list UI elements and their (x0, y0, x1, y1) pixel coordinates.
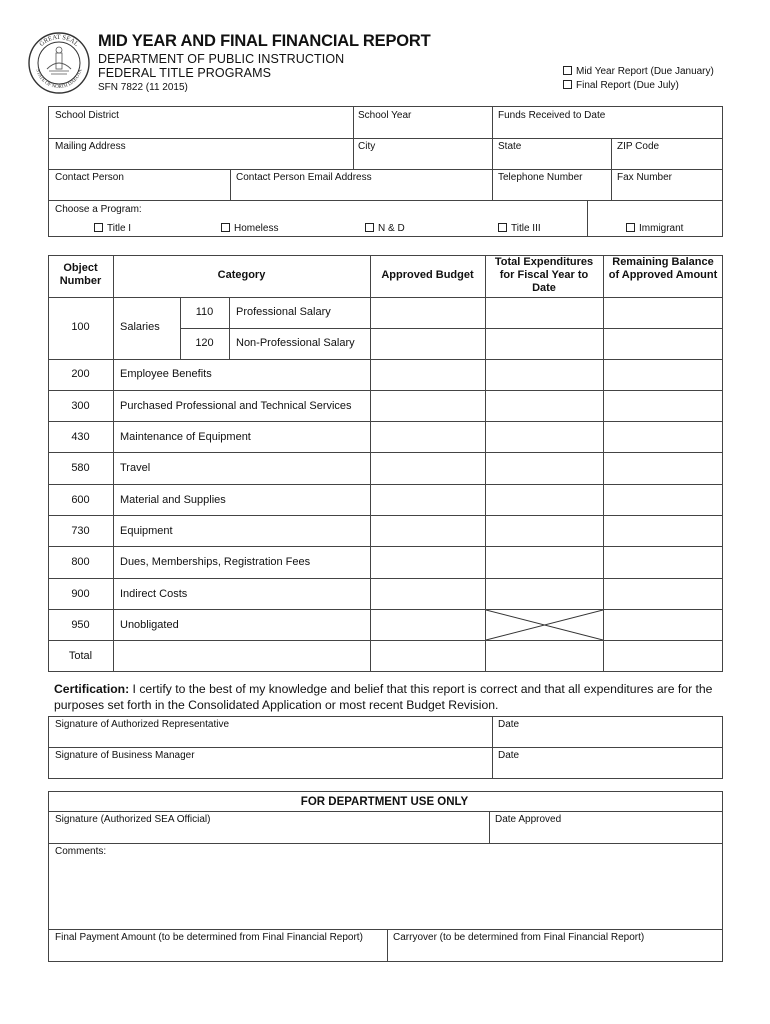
title-iii-checkbox[interactable] (498, 223, 507, 232)
category-indirect-costs: Indirect Costs (120, 588, 188, 600)
certification-heading: Certification: (54, 682, 130, 696)
program-option-homeless[interactable] (221, 223, 278, 234)
choose-program-label: Choose a Program: (55, 204, 142, 215)
program-name: FEDERAL TITLE PROGRAMS (98, 66, 272, 80)
title-iii-label: Title III (511, 223, 541, 234)
zip-code-field[interactable]: ZIP Code (617, 141, 660, 152)
category-equipment: Equipment (120, 525, 173, 537)
object-number-600: 600 (71, 494, 90, 506)
svg-text:STATE OF NORTH DAKOTA: STATE OF NORTH DAKOTA (34, 68, 84, 91)
immigrant-checkbox[interactable] (626, 223, 635, 232)
department-name: DEPARTMENT OF PUBLIC INSTRUCTION (98, 52, 345, 66)
program-option-title-iii[interactable] (498, 223, 541, 234)
contact-email-field[interactable]: Contact Person Email Address (236, 172, 372, 183)
object-number-200: 200 (71, 368, 90, 380)
final-report-checkbox[interactable] (563, 80, 572, 89)
carryover-field[interactable]: Carryover (to be determined from Final Financial Report) (393, 932, 645, 943)
state-seal-logo (27, 31, 91, 95)
homeless-label: Homeless (234, 223, 279, 234)
object-number-580: 580 (71, 462, 90, 474)
city-field[interactable]: City (358, 141, 376, 152)
category-travel: Travel (120, 462, 151, 474)
object-number-950: 950 (71, 619, 90, 631)
category-unobligated: Unobligated (120, 619, 179, 631)
mid-year-label: Mid Year Report (Due January) (576, 66, 714, 77)
object-number-430: 430 (71, 431, 90, 443)
header-approved-budget: Approved Budget (381, 269, 474, 281)
category-employee-benefits: Employee Benefits (120, 368, 212, 380)
sub-label-non-professional-salary: Non-Professional Salary (236, 337, 355, 349)
signature-sea-official-field[interactable]: Signature (Authorized SEA Official) (55, 814, 211, 825)
department-use-title: FOR DEPARTMENT USE ONLY (300, 796, 469, 808)
program-option-immigrant[interactable] (626, 223, 683, 234)
final-report-option[interactable] (563, 80, 679, 91)
form-number: SFN 7822 (11 2015) (98, 82, 188, 93)
comments-field[interactable]: Comments: (55, 846, 107, 857)
certification-statement (54, 681, 734, 713)
n-and-d-label: N & D (378, 223, 405, 234)
signature-manager-field[interactable]: Signature of Business Manager (55, 750, 195, 761)
object-number-900: 900 (71, 588, 90, 600)
immigrant-label: Immigrant (639, 223, 684, 234)
total-label: Total (68, 650, 93, 662)
date-approved-field[interactable]: Date Approved (495, 814, 562, 825)
final-payment-field[interactable]: Final Payment Amount (to be determined from Final Financial Report) (55, 932, 363, 943)
category-purchased-services: Purchased Professional and Technical Services (120, 400, 352, 412)
title-i-checkbox[interactable] (94, 223, 103, 232)
date-representative-field[interactable]: Date (498, 719, 520, 730)
program-option-n-and-d[interactable] (365, 223, 405, 234)
form-title: MID YEAR AND FINAL FINANCIAL REPORT (98, 32, 431, 50)
category-salaries: Salaries (120, 321, 160, 333)
homeless-checkbox[interactable] (221, 223, 230, 232)
certification-text: I certify to the best of my knowledge and belief that this report is correct and that all expenditures are for the purposes set forth in the Consolidated Application or most recent Budget Revision. (54, 682, 713, 712)
final-report-label: Final Report (Due July) (576, 80, 679, 91)
object-number-300: 300 (71, 400, 90, 412)
fax-field[interactable]: Fax Number (617, 172, 673, 183)
crossed-out-cell (486, 610, 603, 640)
mid-year-checkbox[interactable] (563, 66, 572, 75)
header-category: Category (217, 269, 266, 281)
object-number-800: 800 (71, 556, 90, 568)
program-option-title-i[interactable] (94, 223, 131, 234)
object-number-100: 100 (71, 321, 90, 333)
sub-code-110: 110 (195, 306, 214, 318)
svg-text:GREAT SEAL: GREAT SEAL (38, 33, 80, 48)
category-dues: Dues, Memberships, Registration Fees (120, 556, 311, 568)
signature-representative-field[interactable]: Signature of Authorized Representative (55, 719, 229, 730)
object-number-730: 730 (71, 525, 90, 537)
school-district-field[interactable]: School District (55, 110, 119, 121)
state-field[interactable]: State (498, 141, 522, 152)
mid-year-report-option[interactable] (563, 66, 714, 77)
header-object-number: Object Number (59, 262, 102, 287)
category-maintenance: Maintenance of Equipment (120, 431, 251, 443)
sub-label-professional-salary: Professional Salary (236, 306, 331, 318)
telephone-field[interactable]: Telephone Number (498, 172, 583, 183)
contact-person-field[interactable]: Contact Person (55, 172, 124, 183)
funds-received-field[interactable]: Funds Received to Date (498, 110, 606, 121)
n-and-d-checkbox[interactable] (365, 223, 374, 232)
title-i-label: Title I (107, 223, 132, 234)
header-remaining-balance: Remaining Balance of Approved Amount (608, 256, 718, 281)
category-materials: Material and Supplies (120, 494, 226, 506)
mailing-address-field[interactable]: Mailing Address (55, 141, 126, 152)
date-manager-field[interactable]: Date (498, 750, 520, 761)
school-year-field[interactable]: School Year (358, 110, 412, 121)
sub-code-120: 120 (195, 337, 214, 349)
header-total-expenditures: Total Expenditures for Fiscal Year to Date (494, 256, 594, 294)
